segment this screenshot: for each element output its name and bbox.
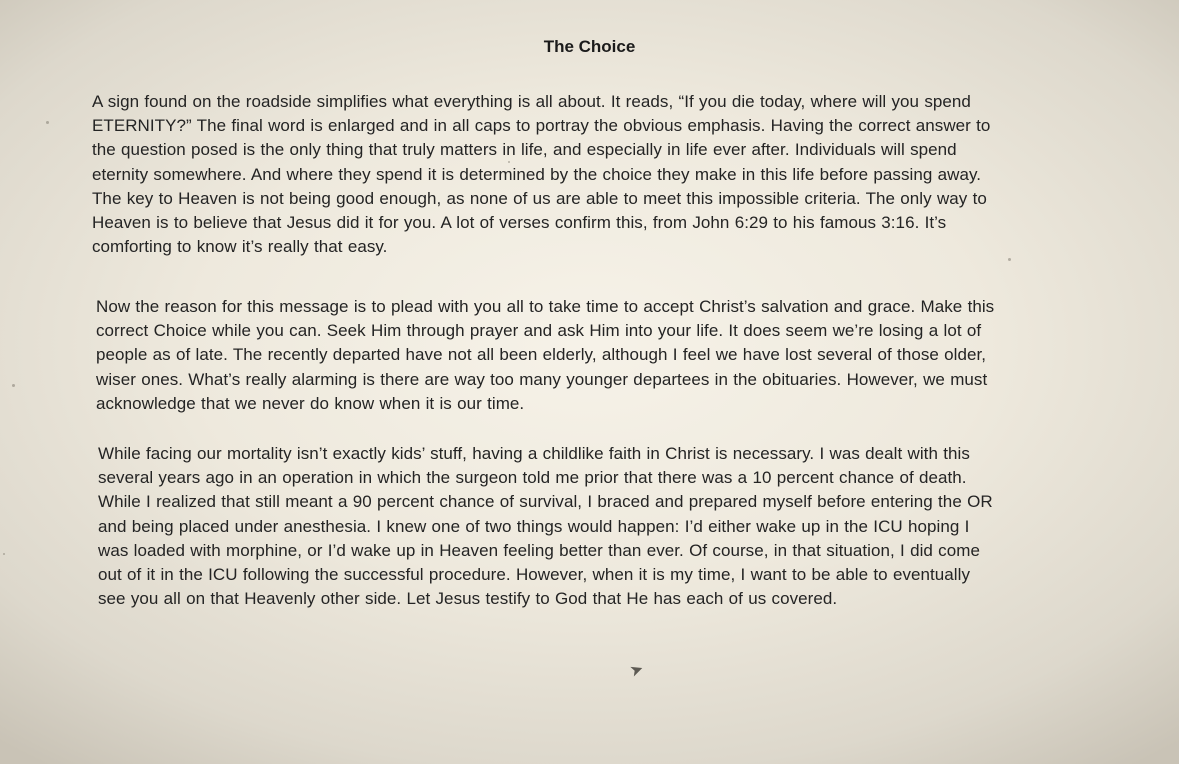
- paragraph-line: several years ago in an operation in which the surgeon told me prior that there was a 10 percent chance of death.: [98, 468, 967, 488]
- paragraph-line: A sign found on the roadside simplifies what everything is all about. It reads, “If you die today, where will you spend: [92, 92, 971, 111]
- paragraph-line: comforting to know it’s really that easy.: [92, 237, 388, 257]
- paragraph-line: While facing our mortality isn’t exactly kids’ stuff, having a childlike faith in Christ is necessary. I was dealt with this: [98, 444, 970, 463]
- paper-speck: [1008, 258, 1011, 261]
- paragraph-line: see you all on that Heavenly other side. Let Jesus testify to God that He has each of us covered.: [98, 589, 838, 609]
- paragraph-line: acknowledge that we never do know when it is our time.: [96, 393, 525, 413]
- paper-speck: [46, 121, 49, 124]
- paper-speck: [12, 384, 15, 387]
- paragraph-line: wiser ones. What’s really alarming is there are way too many younger departees in the obituaries. However, we must: [96, 369, 988, 389]
- paragraph-line: was loaded with morphine, or I’d wake up in Heaven feeling better than ever. Of course, in that situation, I did come: [98, 540, 980, 560]
- paragraph-line: ETERNITY?” The final word is enlarged and in all caps to portray the obvious emphasis. Having the correct answer to: [92, 116, 991, 136]
- paragraph-3: [98, 442, 993, 611]
- paragraph-line: eternity somewhere. And where they spend it is determined by the choice they make in this life before passing away.: [92, 164, 982, 184]
- paper-speck: [508, 161, 510, 163]
- paragraph-line: and being placed under anesthesia. I knew one of two things would happen: I’d either wake up in the ICU hoping I: [98, 516, 970, 536]
- paper-speck: [3, 553, 5, 555]
- paragraph-2: [96, 295, 994, 416]
- pen-mark-icon: ➤: [627, 660, 647, 681]
- paragraph-line: Now the reason for this message is to plead with you all to take time to accept Christ’s salvation and grace. Make this: [96, 297, 995, 316]
- paragraph-line: the question posed is the only thing that truly matters in life, and especially in life ever after. Individuals will spend: [92, 140, 957, 160]
- paragraph-line: out of it in the ICU following the successful procedure. However, when it is my time, I want to be able to eventually: [98, 565, 970, 585]
- paragraph-line: The key to Heaven is not being good enough, as none of us are able to meet this impossible criteria. The only way to: [92, 188, 987, 208]
- document-title: The Choice: [543, 37, 636, 56]
- paragraph-1: [92, 90, 990, 259]
- paragraph-line: correct Choice while you can. Seek Him through prayer and ask Him into your life. It does seem we’re losing a lot of: [96, 321, 982, 341]
- paragraph-line: While I realized that still meant a 90 percent chance of survival, I braced and prepared myself before entering the OR: [98, 492, 993, 512]
- paragraph-line: Heaven is to believe that Jesus did it for you. A lot of verses confirm this, from John 6:29 to his famous 3:16. It’s: [92, 213, 947, 233]
- paragraph-line: people as of late. The recently departed have not all been elderly, although I feel we have lost several of those older,: [96, 345, 987, 365]
